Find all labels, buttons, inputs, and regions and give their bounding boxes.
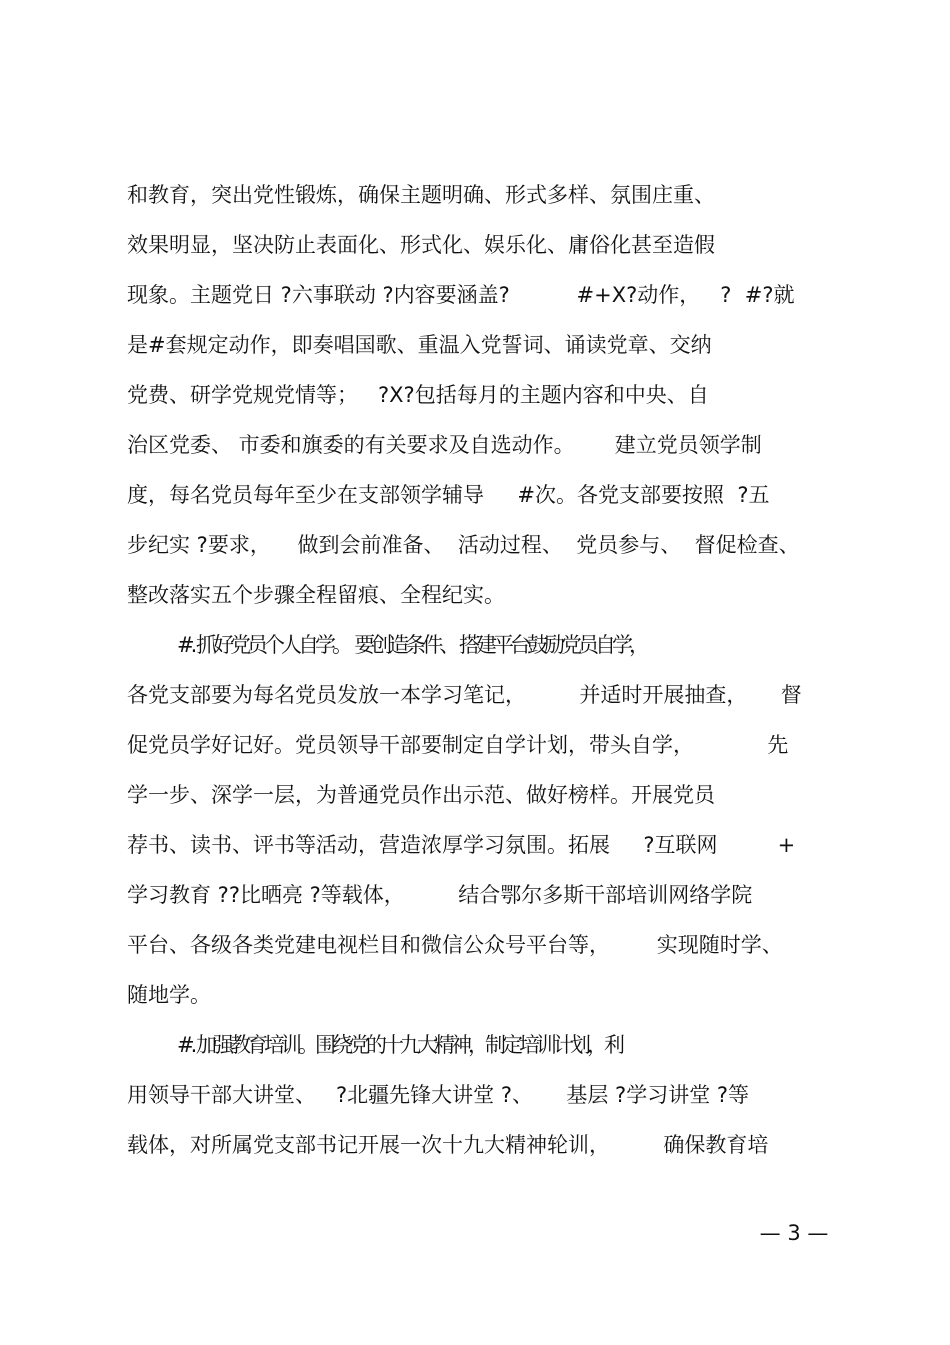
text-line: 平台、各级各类党建电视栏目和微信公众号平台等， 实现随时学、	[127, 933, 783, 957]
paragraph-heading-line: #. 加强教育培训。围绕党的十九大精神，制定培训计划，利	[177, 1033, 621, 1057]
text-line: 和教育，突出党性锻炼，确保主题明确、形式多样、氛围庄重、	[127, 183, 715, 207]
text-line: 各党支部要为每名党员发放一本学习笔记， 并适时开展抽查， 督	[127, 683, 802, 707]
text-line: 度，每名党员每年至少在支部领学辅导 #次。各党支部要按照 ?五	[127, 483, 770, 507]
page-number: — 3 —	[759, 1221, 829, 1245]
text-line: 促党员学好记好。党员领导干部要制定自学计划，带头自学， 先	[127, 733, 789, 757]
text-line: 整改落实五个步骤全程留痕、全程纪实。	[127, 583, 505, 607]
text-line: 现象。主题党日 ?六事联动 ?内容要涵盖? #+X?动作， ? #?就	[127, 283, 795, 307]
text-line: 学一步、深学一层，为普通党员作出示范、做好榜样。开展党员	[127, 783, 715, 807]
text-line: 荐书、读书、评书等活动，营造浓厚学习氛围。拓展 ?互联网 +	[127, 833, 796, 857]
text-line: 学习教育 ??比晒亮 ?等载体， 结合鄂尔多斯干部培训网络学院	[127, 883, 753, 907]
text-line: 用领导干部大讲堂、 ?北疆先锋大讲堂 ?、 基层 ?学习讲堂 ?等	[127, 1083, 750, 1107]
text-line: 效果明显，坚决防止表面化、形式化、娱乐化、庸俗化甚至造假	[127, 233, 715, 257]
text-line: 步纪实 ?要求， 做到会前准备、 活动过程、 党员参与、 督促检查、	[127, 533, 800, 557]
text-line: 治区党委、 市委和旗委的有关要求及自选动作。 建立党员领学制	[127, 433, 762, 457]
text-line: 载体，对所属党支部书记开展一次十九大精神轮训， 确保教育培	[127, 1133, 769, 1157]
paragraph-heading-line: #. 抓好党员个人自学。 要创造条件、 搭建平台鼓励党员自学，	[177, 633, 646, 657]
text-line: 党费、研学党规党情等； ?X?包括每月的主题内容和中央、自	[127, 383, 709, 407]
text-line: 是#套规定动作，即奏唱国歌、重温入党誓词、诵读党章、交纳	[127, 333, 712, 357]
text-line: 随地学。	[127, 983, 211, 1007]
